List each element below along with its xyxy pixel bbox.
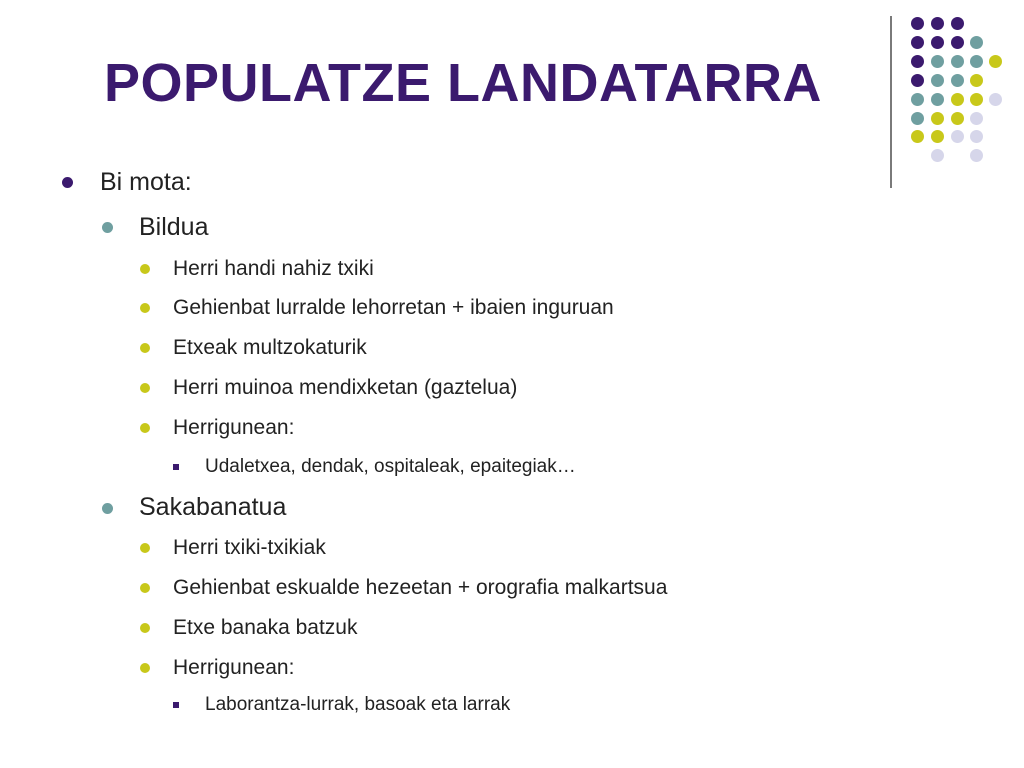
bildua-point: Herri handi nahiz txiki [173, 257, 374, 280]
bildua-subpoint: Udaletxea, dendak, ospitaleak, epaitegiak… [205, 456, 576, 477]
round-bullet-icon [62, 177, 73, 188]
sakabanatua-subpoint: Laborantza-lurrak, basoak eta larrak [205, 694, 511, 715]
slide-title: POPULATZE LANDATARRA [104, 53, 822, 113]
round-bullet-icon [140, 623, 150, 633]
bildua-point: Herri muinoa mendixketan (gaztelua) [173, 376, 518, 399]
round-bullet-icon [140, 383, 150, 393]
sakabanatua-point: Etxe banaka batzuk [173, 616, 358, 639]
round-bullet-icon [140, 264, 150, 274]
round-bullet-icon [140, 343, 150, 353]
sakabanatua-point: Herri txiki-txikiak [173, 536, 326, 559]
bildua-point: Herrigunean: [173, 416, 295, 439]
round-bullet-icon [102, 503, 113, 514]
bullet-bildua: Bildua [139, 213, 209, 241]
sakabanatua-point: Herrigunean: [173, 656, 295, 679]
round-bullet-icon [140, 583, 150, 593]
square-bullet-icon [173, 702, 179, 708]
round-bullet-icon [140, 303, 150, 313]
sakabanatua-point: Gehienbat eskualde hezeetan + orografia malkartsua [173, 576, 668, 599]
square-bullet-icon [173, 464, 179, 470]
round-bullet-icon [140, 543, 150, 553]
round-bullet-icon [102, 222, 113, 233]
bildua-point: Etxeak multzokaturik [173, 336, 367, 359]
bullet-sakabanatua: Sakabanatua [139, 493, 287, 521]
round-bullet-icon [140, 423, 150, 433]
bildua-point: Gehienbat lurralde lehorretan + ibaien inguruan [173, 296, 614, 319]
bullet-bi-mota: Bi mota: [100, 168, 192, 196]
round-bullet-icon [140, 663, 150, 673]
